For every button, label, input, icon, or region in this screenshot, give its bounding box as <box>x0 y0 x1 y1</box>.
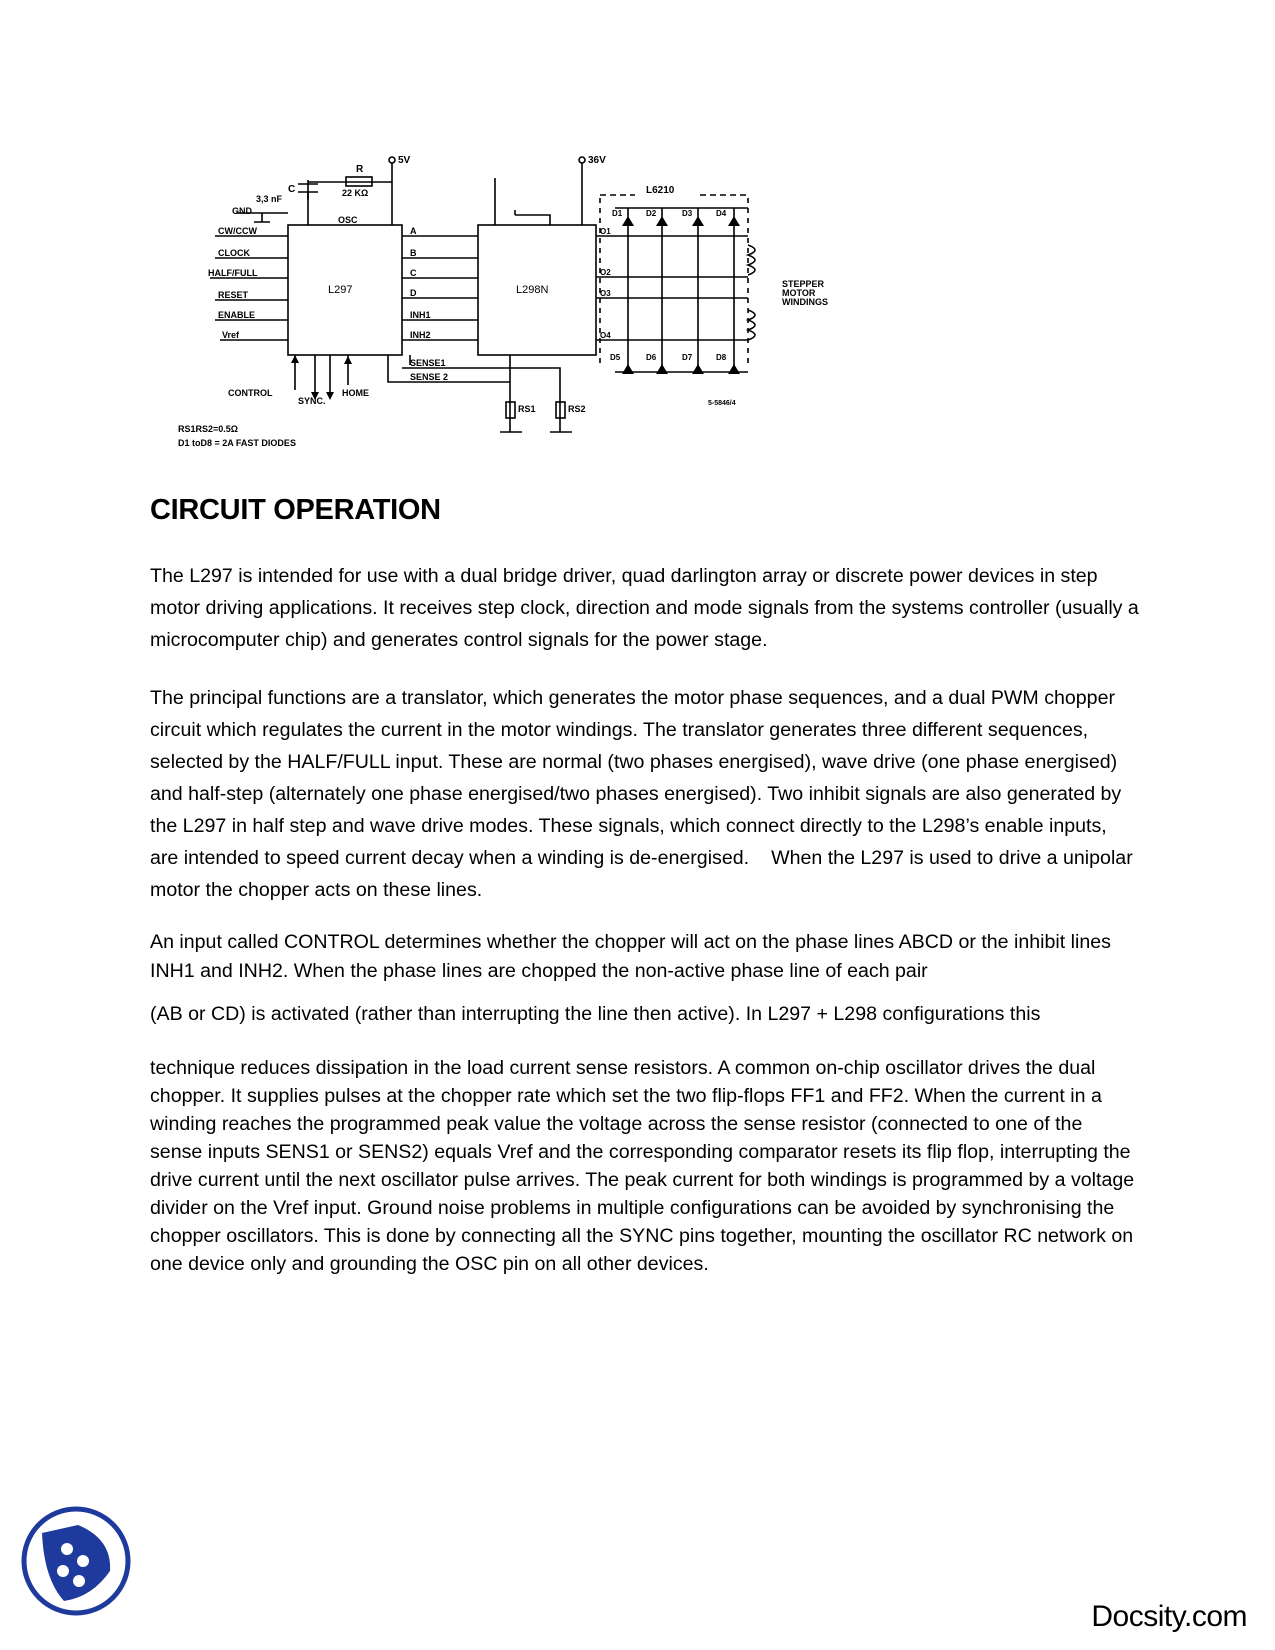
paragraph-2-main: The principal functions are a translator, which generates the motor phase sequences, and a dual PWM chopper circuit which regulates the current in the motor windings. The translator generates three different sequences, selected by the HALF/FULL input. These are normal (two phases energised), wave drive (one phase energised) and half-step (alternately one phase energised/two phases energised). Two inhibit signals are also generated by the L297 in half step and wave drive modes. These signals, which connect directly to the L298’s enable inputs, are intended to speed current decay when a winding is de-energised. <box>150 687 1122 869</box>
diode-d5: D5 <box>610 353 621 362</box>
out-o1: O1 <box>600 227 611 236</box>
resistor-r-label: R <box>356 164 364 175</box>
sense2-label: SENSE 2 <box>410 372 449 382</box>
l298n-label: L298N <box>516 284 549 296</box>
home-label: HOME <box>342 388 369 398</box>
l297-label: L297 <box>328 284 353 296</box>
stepper-label-3: WINDINGS <box>782 297 828 307</box>
output-inh1: INH1 <box>410 310 431 320</box>
input-half-full: HALF/FULL <box>208 268 258 278</box>
stepper-label-1: STEPPER <box>782 279 825 289</box>
out-o2: O2 <box>600 268 611 277</box>
stepper-label-2: MOTOR <box>782 288 816 298</box>
diode-d4: D4 <box>716 209 727 218</box>
note-rs: RS1RS2=0.5Ω <box>178 424 238 434</box>
out-o3: O3 <box>600 289 611 298</box>
gnd-label: GND <box>232 206 252 216</box>
note-diodes: D1 toD8 = 2A FAST DIODES <box>178 438 296 448</box>
docsity-brand-link[interactable]: Docsity.com <box>1091 1600 1247 1633</box>
diode-d6: D6 <box>646 353 657 362</box>
diode-d8: D8 <box>716 353 727 362</box>
osc-label: OSC <box>338 215 358 225</box>
output-b: B <box>410 248 417 258</box>
input-cw-ccw: CW/CCW <box>218 226 257 236</box>
diode-d1: D1 <box>612 209 623 218</box>
rs2-label: RS2 <box>568 404 586 414</box>
l6210-label: L6210 <box>646 185 675 196</box>
capacitor-value: 3,3 nF <box>256 194 283 204</box>
control-label: CONTROL <box>228 388 273 398</box>
supply-5v-label: 5V <box>398 155 411 166</box>
rs1-label: RS1 <box>518 404 536 414</box>
output-a: A <box>410 226 417 236</box>
input-enable: ENABLE <box>218 310 256 320</box>
sync-label: SYNC. <box>298 396 326 406</box>
supply-36v-label: 36V <box>588 155 606 166</box>
input-vref: Vref <box>222 330 240 340</box>
input-reset: RESET <box>218 290 249 300</box>
output-c: C <box>410 268 417 278</box>
diode-d2: D2 <box>646 209 657 218</box>
paragraph-3-continued: (AB or CD) is activated (rather than interrupting the line then active). In L297 + L298 configurations this <box>150 1003 1041 1025</box>
paragraph-4: technique reduces dissipation in the load current sense resistors. A common on-chip oscillator drives the dual chopper. It supplies pulses at the chopper rate which set the two flip-flops FF1 and FF2. When the current in a winding reaches the programmed peak value the voltage across the sense resistor (connected to one of the sense inputs SENS1 or SENS2) equals Vref and the corresponding comparator resets its flip flop, interrupting the drive current until the next oscillator pulse arrives. The peak current for both windings is programmed by a voltage divider on the Vref input. Ground noise problems in multiple configurations can be avoided by synchronising the chopper oscillators. This is done by connecting all the SYNC pins together, mounting the oscillator RC network on one device only and grounding the OSC pin on all other devices. <box>150 1057 1135 1275</box>
resistor-value: 22 KΩ <box>342 188 369 198</box>
paragraph-3: An input called CONTROL determines whether the chopper will act on the phase lines ABCD or the inhibit lines INH1 and INH2. When the phase lines are chopped the non-active phase line of each pair <box>150 931 1111 982</box>
diode-d3: D3 <box>682 209 693 218</box>
section-heading: CIRCUIT OPERATION <box>150 494 441 526</box>
ref-code: 5-5846/4 <box>708 400 736 407</box>
diode-d7: D7 <box>682 353 693 362</box>
paragraph-2-tail: When the L297 is used to drive a unipolar motor the chopper acts on these lines. <box>150 847 1133 901</box>
paragraph-1: The L297 is intended for use with a dual bridge driver, quad darlington array or discrete power devices in step motor driving applications. It receives step clock, direction and mode signals from the systems controller (usually a microcomputer chip) and generates control signals for the power stage. <box>150 565 1139 651</box>
sense1-label: SENSE1 <box>410 358 446 368</box>
circuit-schematic <box>170 150 890 460</box>
docsity-logo-icon <box>20 1505 132 1617</box>
paragraph-2 <box>150 682 1140 906</box>
output-inh2: INH2 <box>410 330 431 340</box>
input-clock: CLOCK <box>218 248 250 258</box>
out-o4: O4 <box>600 331 611 340</box>
capacitor-label: C <box>288 184 296 195</box>
output-d: D <box>410 288 417 298</box>
